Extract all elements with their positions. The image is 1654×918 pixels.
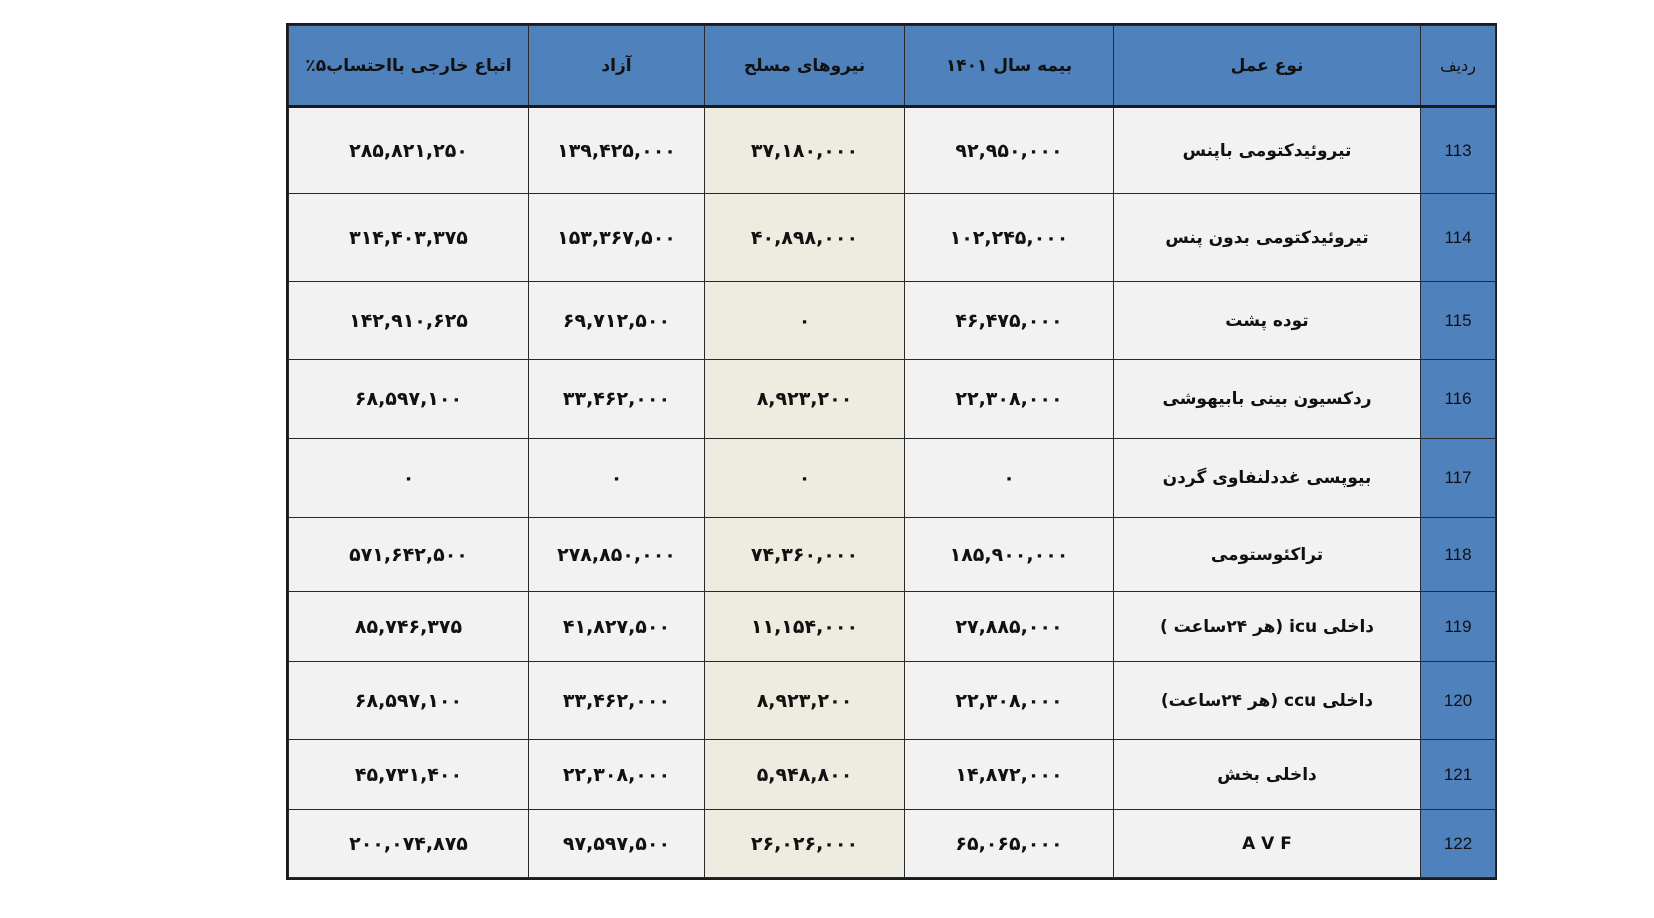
foreign-value: ۶۸,۵۹۷,۱۰۰ [354, 689, 463, 712]
armed-forces-cell [705, 360, 905, 439]
free-value: ۳۳,۴۶۲,۰۰۰ [562, 689, 671, 712]
row-number-cell: 117 [1421, 439, 1496, 518]
table-row [289, 194, 1496, 282]
insurance-cell [905, 662, 1114, 740]
row-number-cell: 118 [1421, 518, 1496, 592]
header-procedure-type: نوع عمل [1114, 26, 1421, 107]
armed-forces-value: ۰ [798, 309, 811, 332]
table-row [289, 592, 1496, 662]
row-number-cell: 119 [1421, 592, 1496, 662]
armed-forces-value: ۳۷,۱۸۰,۰۰۰ [750, 139, 859, 162]
procedure-name-cell: ردکسیون بینی بابیهوشی [1114, 360, 1421, 439]
foreign-cell [289, 194, 529, 282]
foreign-cell [289, 592, 529, 662]
insurance-value: ۰ [1003, 467, 1015, 489]
armed-forces-cell [705, 662, 905, 740]
table-row [289, 107, 1496, 194]
row-number-cell: 115 [1421, 282, 1496, 360]
insurance-value: ۱۰۲,۲۴۵,۰۰۰ [949, 226, 1069, 249]
table-body [289, 107, 1496, 878]
foreign-value: ۲۸۵,۸۲۱,۲۵۰ [349, 139, 468, 162]
foreign-value: ۶۸,۵۹۷,۱۰۰ [354, 388, 463, 410]
free-cell [529, 360, 705, 439]
free-cell [529, 662, 705, 740]
procedure-name-cell: داخلی ccu (هر ۲۴ساعت) [1114, 662, 1421, 740]
foreign-cell [289, 740, 529, 810]
free-value: ۲۲,۳۰۸,۰۰۰ [562, 763, 671, 786]
armed-forces-cell [705, 518, 905, 592]
foreign-cell [289, 107, 529, 194]
armed-forces-value: ۸,۹۲۳,۲۰۰ [756, 689, 853, 712]
header-insurance-1401: بیمه سال ۱۴۰۱ [905, 26, 1114, 107]
row-number-cell: 122 [1421, 810, 1496, 878]
foreign-value: ۵۷۱,۶۴۲,۵۰۰ [349, 543, 468, 566]
row-number-cell: 114 [1421, 194, 1496, 282]
free-cell [529, 282, 705, 360]
insurance-value: ۲۲,۳۰۸,۰۰۰ [955, 388, 1063, 410]
header-free: آزاد [529, 26, 705, 107]
procedure-name-cell: توده پشت [1114, 282, 1421, 360]
insurance-value: ۱۴,۸۷۲,۰۰۰ [955, 763, 1063, 786]
free-value: ۰ [610, 467, 623, 489]
armed-forces-cell [705, 740, 905, 810]
armed-forces-value: ۰ [798, 467, 811, 489]
foreign-cell [289, 518, 529, 592]
insurance-value: ۴۶,۴۷۵,۰۰۰ [955, 309, 1063, 332]
procedure-name-cell: داخلی بخش [1114, 740, 1421, 810]
foreign-cell [289, 662, 529, 740]
armed-forces-cell [705, 194, 905, 282]
insurance-cell [905, 740, 1114, 810]
table-row [289, 518, 1496, 592]
armed-forces-value: ۷۴,۳۶۰,۰۰۰ [750, 543, 859, 566]
foreign-value: ۰ [402, 467, 415, 489]
insurance-cell [905, 592, 1114, 662]
armed-forces-cell [705, 439, 905, 518]
free-cell [529, 740, 705, 810]
free-value: ۴۱,۸۲۷,۵۰۰ [562, 615, 671, 638]
free-value: ۹۷,۵۹۷,۵۰۰ [562, 832, 671, 855]
insurance-cell [905, 194, 1114, 282]
free-value: ۶۹,۷۱۲,۵۰۰ [562, 309, 671, 332]
free-value: ۱۳۹,۴۲۵,۰۰۰ [557, 139, 676, 162]
procedure-name-cell: تراکئوستومی [1114, 518, 1421, 592]
free-cell [529, 518, 705, 592]
header-row [289, 26, 1496, 107]
foreign-cell [289, 360, 529, 439]
armed-forces-value: ۲۶,۰۲۶,۰۰۰ [750, 832, 859, 855]
tariff-table [288, 25, 1496, 878]
header-radif: ردیف [1421, 26, 1496, 107]
free-value: ۲۷۸,۸۵۰,۰۰۰ [557, 543, 676, 566]
table-row [289, 360, 1496, 439]
armed-forces-cell [705, 810, 905, 878]
armed-forces-value: ۱۱,۱۵۴,۰۰۰ [750, 615, 859, 638]
armed-forces-value: ۴۰,۸۹۸,۰۰۰ [750, 226, 859, 249]
insurance-value: ۱۸۵,۹۰۰,۰۰۰ [949, 543, 1069, 566]
header-foreign-nationals: اتباع خارجی بااحتساب۵٪ [289, 26, 529, 107]
free-cell [529, 107, 705, 194]
foreign-value: ۴۵,۷۳۱,۴۰۰ [354, 763, 463, 786]
insurance-cell [905, 107, 1114, 194]
procedure-name-cell: بیوپسی غددلنفاوی گردن [1114, 439, 1421, 518]
procedure-name-cell: داخلی icu (هر ۲۴ساعت ) [1114, 592, 1421, 662]
free-cell [529, 592, 705, 662]
insurance-value: ۶۵,۰۶۵,۰۰۰ [955, 832, 1063, 855]
table-row [289, 439, 1496, 518]
foreign-value: ۳۱۴,۴۰۳,۳۷۵ [349, 226, 468, 249]
table-row [289, 282, 1496, 360]
free-cell [529, 439, 705, 518]
foreign-cell [289, 810, 529, 878]
row-number-cell: 120 [1421, 662, 1496, 740]
row-number-cell: 116 [1421, 360, 1496, 439]
armed-forces-cell [705, 592, 905, 662]
row-number-cell: 113 [1421, 107, 1496, 194]
procedure-name-cell: A V F [1114, 810, 1421, 878]
insurance-cell [905, 518, 1114, 592]
table-row [289, 740, 1496, 810]
insurance-cell [905, 810, 1114, 878]
table-row [289, 810, 1496, 878]
foreign-cell [289, 282, 529, 360]
free-cell [529, 810, 705, 878]
insurance-cell [905, 360, 1114, 439]
armed-forces-value: ۵,۹۴۸,۸۰۰ [756, 763, 853, 786]
insurance-value: ۲۷,۸۸۵,۰۰۰ [955, 615, 1063, 638]
free-value: ۳۳,۴۶۲,۰۰۰ [562, 388, 671, 410]
armed-forces-cell [705, 107, 905, 194]
insurance-value: ۹۲,۹۵۰,۰۰۰ [955, 139, 1063, 162]
free-cell [529, 194, 705, 282]
armed-forces-value: ۸,۹۲۳,۲۰۰ [756, 388, 853, 410]
insurance-value: ۲۲,۳۰۸,۰۰۰ [955, 689, 1063, 712]
foreign-value: ۸۵,۷۴۶,۳۷۵ [354, 615, 463, 638]
armed-forces-cell [705, 282, 905, 360]
insurance-cell [905, 282, 1114, 360]
table-header [289, 26, 1496, 107]
foreign-cell [289, 439, 529, 518]
header-armed-forces: نیروهای مسلح [705, 26, 905, 107]
procedure-name-cell: تیروئیدکتومی بدون پنس [1114, 194, 1421, 282]
tariff-table-container [286, 23, 1497, 880]
table-row [289, 662, 1496, 740]
foreign-value: ۲۰۰,۰۷۴,۸۷۵ [349, 832, 468, 855]
procedure-name-cell: تیروئیدکتومی باپنس [1114, 107, 1421, 194]
foreign-value: ۱۴۲,۹۱۰,۶۲۵ [349, 309, 468, 332]
insurance-cell [905, 439, 1114, 518]
row-number-cell: 121 [1421, 740, 1496, 810]
free-value: ۱۵۳,۳۶۷,۵۰۰ [557, 226, 676, 249]
